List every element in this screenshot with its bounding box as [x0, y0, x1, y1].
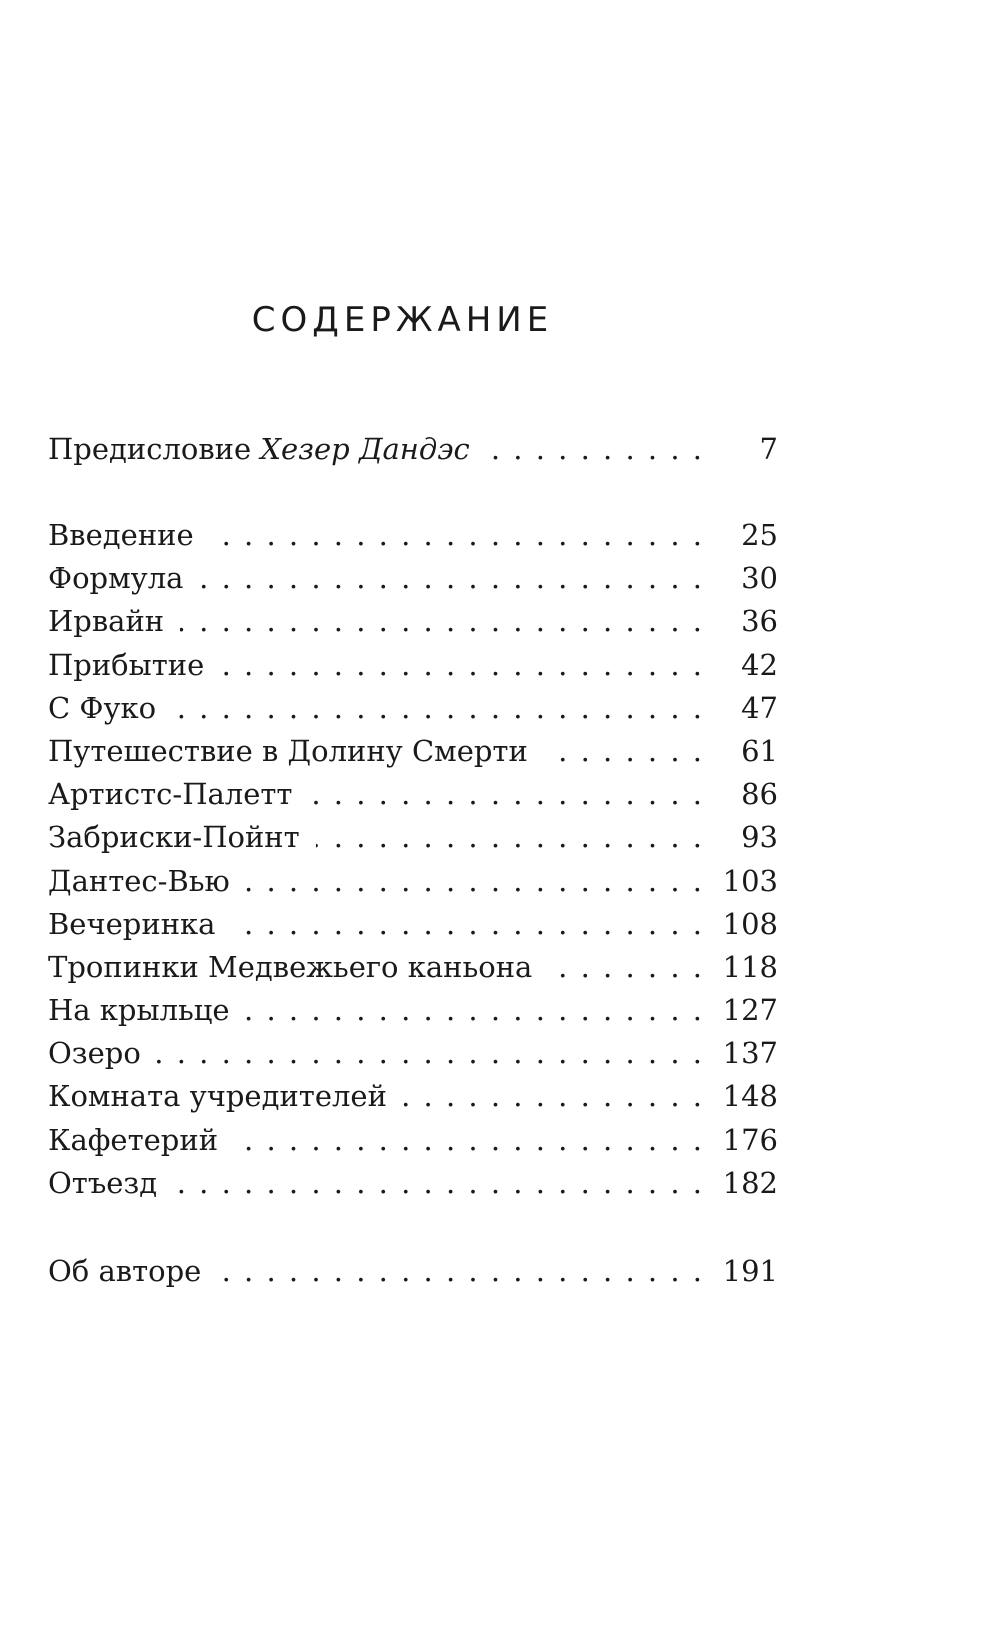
- toc-entry-page: 61: [741, 733, 778, 768]
- toc-entry-page: 93: [741, 820, 778, 855]
- toc-entry-label: Озеро: [48, 1036, 141, 1071]
- dot-leader: [217, 1254, 704, 1288]
- toc-entry-label: Дантес-Вью: [48, 863, 230, 898]
- toc-entry[interactable]: [48, 734, 778, 777]
- toc-entry-label: Ирвайн: [48, 604, 165, 639]
- toc-entry[interactable]: [48, 820, 778, 863]
- toc-entry-page: 42: [741, 647, 778, 682]
- dot-leader: [234, 1123, 704, 1157]
- toc-entry-page: 47: [741, 690, 778, 725]
- toc-entry-preface[interactable]: [48, 432, 778, 477]
- toc-entry-label: Вечеринка: [48, 906, 216, 941]
- toc-entry-label: Отъезд: [48, 1165, 158, 1200]
- dot-leader: [173, 1166, 704, 1200]
- toc-entry[interactable]: [48, 993, 778, 1036]
- dot-leader: [308, 777, 704, 811]
- dot-leader: [180, 604, 704, 638]
- toc-entry[interactable]: [48, 1123, 778, 1166]
- toc-about-section: [48, 1254, 778, 1299]
- toc-entry-page: 25: [741, 518, 778, 552]
- toc-entry-page: 118: [722, 949, 778, 984]
- dot-leader: [486, 432, 704, 466]
- dot-leader: [210, 518, 704, 552]
- toc-entry[interactable]: [48, 1079, 778, 1122]
- toc-entry-page: 176: [722, 1122, 778, 1157]
- toc-entry-page: 182: [722, 1165, 778, 1200]
- dot-leader: [403, 1079, 704, 1113]
- toc-entry-label: [48, 432, 470, 466]
- toc-entry[interactable]: [48, 561, 778, 604]
- toc-entry[interactable]: [48, 518, 778, 561]
- dot-leader: [316, 820, 704, 854]
- toc-entry-label: На крыльце: [48, 993, 230, 1028]
- toc-entry-page: 36: [741, 604, 778, 639]
- toc-entry-label: Тропинки Медвежьего каньона: [48, 949, 533, 984]
- toc-entry[interactable]: [48, 950, 778, 993]
- toc-entry-page: 191: [722, 1254, 778, 1288]
- toc-entry[interactable]: [48, 1036, 778, 1079]
- toc-entry-label: Артистс-Палетт: [48, 777, 293, 812]
- toc-entry-page: 30: [741, 561, 778, 596]
- toc-entry-label: Комната учредителей: [48, 1079, 387, 1114]
- page-title: СОДЕРЖАНИЕ: [251, 300, 554, 340]
- toc-entry-label: Путешествие в Долину Смерти: [48, 733, 528, 768]
- toc-entry-label: Введение: [48, 518, 194, 552]
- dot-leader: [157, 1036, 704, 1070]
- toc-entry-page: 7: [759, 432, 778, 466]
- toc-entry-label: Прибытие: [48, 647, 205, 682]
- toc-entry-label: Формула: [48, 561, 184, 596]
- toc-entry-page: 148: [722, 1079, 778, 1114]
- toc-entry-label: Забриски-Пойнт: [48, 820, 300, 855]
- dot-leader: [246, 993, 704, 1027]
- dot-leader: [544, 734, 704, 768]
- toc-entry-label: С Фуко: [48, 690, 157, 725]
- toc-entry[interactable]: [48, 691, 778, 734]
- toc-entry[interactable]: [48, 864, 778, 907]
- toc-chapters-section: [48, 518, 778, 1209]
- toc-entry-label: Кафетерий: [48, 1122, 219, 1157]
- toc-entry-page: 103: [722, 863, 778, 898]
- toc-entry-page: 127: [722, 993, 778, 1028]
- dot-leader: [246, 864, 704, 898]
- toc-entry[interactable]: [48, 1166, 778, 1209]
- preface-author: Хезер Дандэс: [260, 432, 470, 466]
- toc-entry-page: 137: [722, 1036, 778, 1071]
- toc-entry-label: Об авторе: [48, 1254, 202, 1288]
- toc-entry-page: 108: [722, 906, 778, 941]
- preface-label: Предисловие: [48, 432, 261, 466]
- toc-entry[interactable]: [48, 907, 778, 950]
- dot-leader: [172, 691, 704, 725]
- toc-entry-page: 86: [741, 777, 778, 812]
- toc-entry[interactable]: [48, 777, 778, 820]
- dot-leader: [199, 561, 704, 595]
- dot-leader: [548, 950, 704, 984]
- toc-entry[interactable]: [48, 648, 778, 691]
- toc-entry[interactable]: [48, 604, 778, 647]
- toc-entry-about[interactable]: [48, 1254, 778, 1299]
- toc-preface-section: [48, 432, 778, 477]
- dot-leader: [231, 907, 704, 941]
- dot-leader: [220, 648, 704, 682]
